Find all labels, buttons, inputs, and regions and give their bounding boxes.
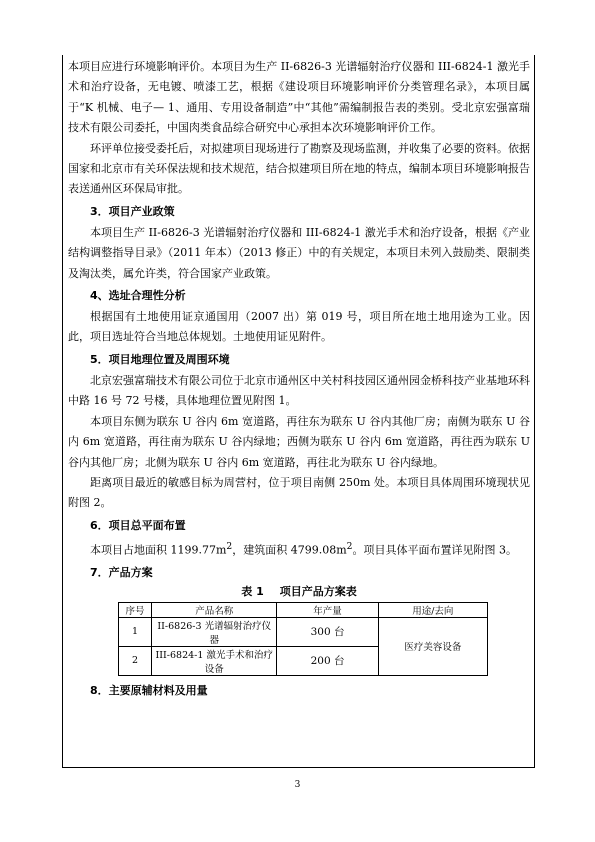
cell-no: 2 xyxy=(119,646,152,675)
section-product-plan-title: 7．产品方案 xyxy=(90,565,153,579)
paragraph-surroundings: 本项目东侧为联东 U 谷内 6m 宽道路，再往东为联东 U 谷内其他厂房；南侧为联东 U 谷内 6m 宽道路，再往南为联东 U 谷内绿地；西侧为联东 U 谷内 6m 宽道路，再往西为联东 U 谷内其他厂房；北侧为联东 U 谷内 6m 宽道路，再往北为联东 U 谷内绿地。 xyxy=(68,414,530,469)
cell-annual-output: 300 台 xyxy=(277,617,378,646)
header-annual-output: 年产量 xyxy=(277,602,378,617)
header-use: 用途/去向 xyxy=(378,602,487,617)
cell-use: 医疗美容设备 xyxy=(378,617,487,675)
paragraph-sensitive-target: 距离项目最近的敏感目标为周营村，位于项目南侧 250m 处。本项目具体周围环境现状见附图 2。 xyxy=(68,475,530,510)
paragraph-eia-required: 本项目应进行环境影响评价。本项目为生产 II-6826-3 光谱辐射治疗仪器和 III-6824-1 激光手术和治疗设备，无电镀、喷漆工艺，根据《建设项目环境影响评价分类管理名录》，本项目属于“K 机械、电子— 1、通用、专用设备制造”中“其他”需编制报告表的类别。受北京宏强富瑞技术有限公司委托，中国肉类食品综合研究中心承担本次环境影响评价工作。 xyxy=(68,60,530,135)
cell-annual-output: 200 台 xyxy=(277,646,378,675)
section-location-title: 5．项目地理位置及周围环境 xyxy=(90,352,230,366)
paragraph-layout: 本项目占地面积 $1199.77m^2$，建筑面积 $4799.08m^2$。项目具体平面布置详见附图 3。 xyxy=(90,540,517,557)
paragraph-industry-policy: 本项目生产 II-6826-3 光谱辐射治疗仪器和 III-6824-1 激光手术和治疗设备，根据《产业结构调整指导目录》（2011 年本）（2013 修正）中的有关规定，本项目未列入鼓励类、限制类及淘汰类，属允许类，符合国家产业政策。 xyxy=(68,225,530,280)
product-plan-table xyxy=(118,602,488,676)
section-industry-policy-title: 3．项目产业政策 xyxy=(90,204,175,218)
section-site-selection-title: 4、选址合理性分析 xyxy=(90,289,186,303)
document-body xyxy=(68,57,530,702)
paragraph-site-selection: 根据国有土地使用证京通国用（2007 出）第 019 号，项目所在地土地用途为工业。因此，项目选址符合当地总体规划。土地使用证见附件。 xyxy=(68,310,530,344)
cell-no: 1 xyxy=(119,617,152,646)
section-materials-title: 8．主要原辅材料及用量 xyxy=(90,683,208,697)
paragraph-location: 北京宏强富瑞技术有限公司位于北京市通州区中关村科技园区通州园金桥科技产业基地环科中路 16 号 72 号楼，具体地理位置见附图 1。 xyxy=(68,373,530,408)
table-header-row xyxy=(119,602,488,617)
header-no: 序号 xyxy=(119,602,152,617)
table-row xyxy=(119,617,488,646)
paragraph-eia-process: 环评单位接受委托后，对拟建项目现场进行了勘察及现场监测，并收集了必要的资料。依据国家和北京市有关环保法规和技术规范，结合拟建项目所在地的特点，编制本项目环境影响报告表送通州区环保局审批。 xyxy=(68,141,530,196)
table-caption: 表 1 项目产品方案表 xyxy=(241,584,357,598)
page-number: 3 xyxy=(294,780,301,790)
section-layout-title: 6．项目总平面布置 xyxy=(90,518,186,532)
header-product-name: 产品名称 xyxy=(152,602,277,617)
cell-product-name: III-6824-1 激光手术和治疗设备 xyxy=(152,646,277,675)
cell-product-name: II-6826-3 光谱辐射治疗仪器 xyxy=(152,617,277,646)
